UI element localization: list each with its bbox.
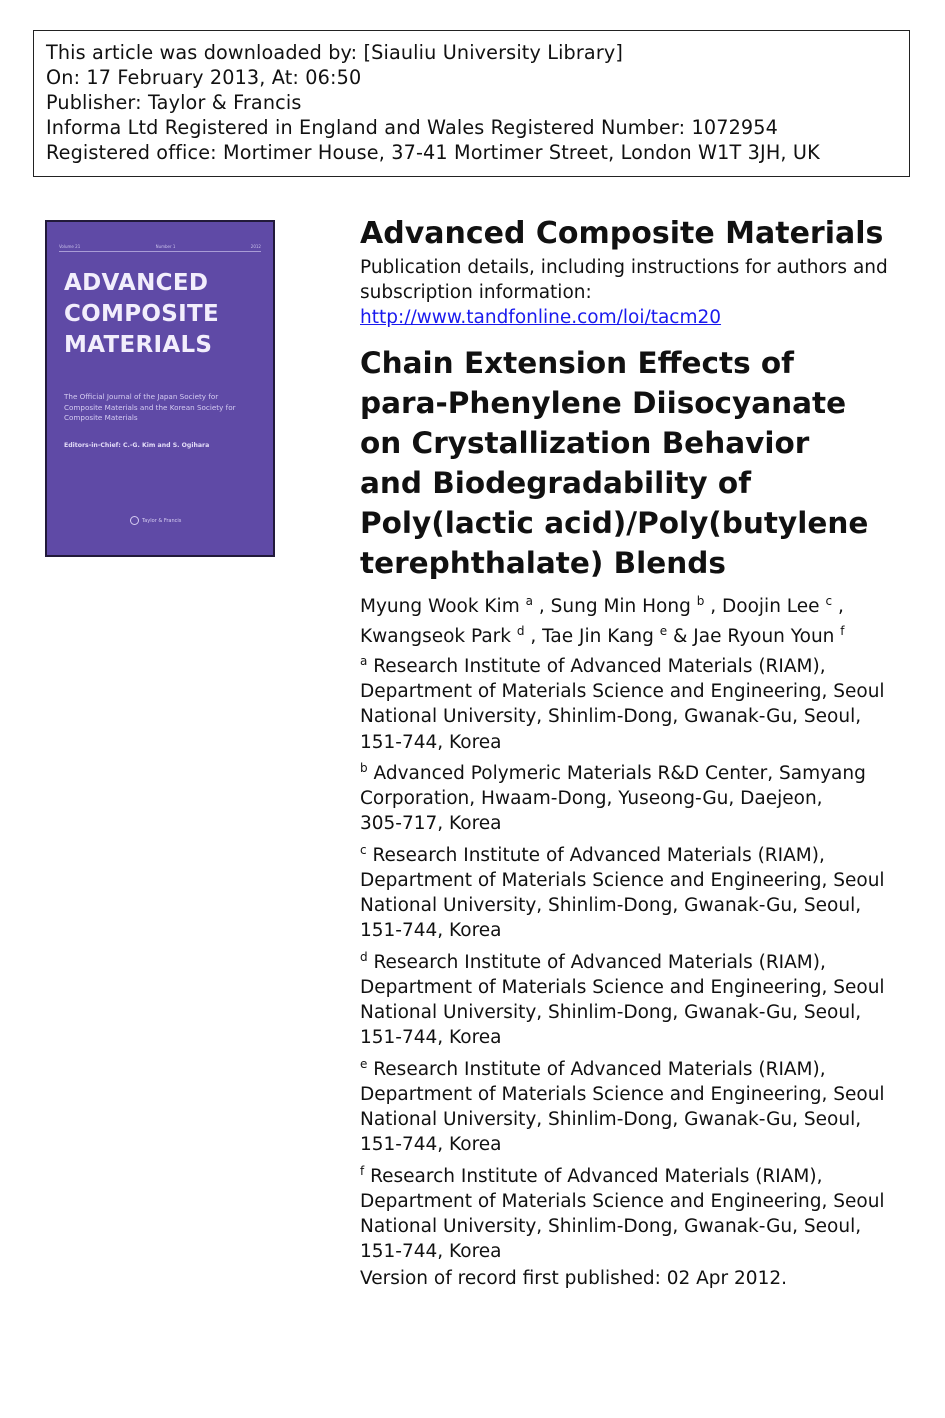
affiliation-item xyxy=(360,843,940,944)
affiliation-line: National University, Shinlim-Dong, Gwanak-Gu, Seoul, xyxy=(360,1002,862,1024)
publisher-logo-icon xyxy=(130,516,139,525)
affiliation-list xyxy=(360,654,940,1291)
author-name: Sung Min Hong xyxy=(550,596,691,617)
cover-title xyxy=(64,268,264,361)
cover-year: 2012 xyxy=(250,244,261,249)
affiliation-line: Department of Materials Science and Engineering, Seoul xyxy=(360,1084,885,1105)
article-title xyxy=(360,343,920,583)
publisher-logo xyxy=(130,516,181,525)
version-of-record: Version of record first published: 02 Apr 2012. xyxy=(360,1267,787,1289)
affiliation-item xyxy=(360,950,940,1051)
affiliation-line: 151-744, Korea xyxy=(360,731,502,753)
affiliation-line: Department of Materials Science and Engineering, Seoul xyxy=(360,681,885,703)
article-title-line: Poly(lactic acid)/Poly(butylene xyxy=(360,506,869,540)
article-title-line: and Biodegradability of xyxy=(360,466,752,500)
affiliation-mark: a xyxy=(360,654,368,668)
affiliation-line: Department of Materials Science and Engineering, Seoul xyxy=(360,870,885,891)
affiliation-line: Corporation, Hwaam-Dong, Yuseong-Gu, Daejeon, xyxy=(360,788,823,810)
affiliation-line: Department of Materials Science and Engineering, Seoul xyxy=(360,1191,885,1212)
publisher-logo-text: Taylor & Francis xyxy=(142,517,182,524)
cover-editors: Editors-in-Chief: C.-G. Kim and S. Ogihara xyxy=(64,442,210,449)
affiliation-item xyxy=(360,1164,940,1265)
journal-title: Advanced Composite Materials xyxy=(360,216,884,251)
download-notice-box xyxy=(33,30,910,177)
author-name: Kwangseok Park xyxy=(360,626,511,647)
author-affiliation-mark: e xyxy=(659,624,668,638)
author-separator: , xyxy=(530,626,543,647)
cover-title-line: COMPOSITE xyxy=(64,301,219,327)
journal-cover-image xyxy=(45,220,275,557)
affiliation-line: Advanced Polymeric Materials R&D Center, Samyang xyxy=(373,763,866,784)
cover-issue-line xyxy=(59,244,261,252)
download-notice-line: Informa Ltd Registered in England and Wales Registered Number: 1072954 xyxy=(46,116,778,139)
affiliation-item xyxy=(360,761,940,837)
article-title-line: Chain Extension Effects of xyxy=(360,346,795,380)
affiliation-line: 151-744, Korea xyxy=(360,1134,502,1156)
author-affiliation-mark: c xyxy=(825,594,833,608)
author-separator: , xyxy=(837,596,844,617)
author-line xyxy=(360,592,940,622)
cover-title-line: ADVANCED xyxy=(64,270,209,296)
affiliation-line: 151-744, Korea xyxy=(360,1241,502,1263)
author-name: Jae Ryoun Youn xyxy=(693,626,835,647)
download-notice-line: Publisher: Taylor & Francis xyxy=(46,91,302,114)
affiliation-mark: f xyxy=(360,1163,365,1178)
affiliation-line: Research Institute of Advanced Materials (RIAM), xyxy=(373,656,826,677)
author-affiliation-mark: d xyxy=(516,624,525,638)
download-notice-line: This article was downloaded by: [Siauliu University Library] xyxy=(46,41,624,64)
article-title-line: on Crystallization Behavior xyxy=(360,426,810,460)
affiliation-line: Department of Materials Science and Engineering, Seoul xyxy=(360,977,885,998)
author-separator: , xyxy=(538,596,551,617)
affiliation-mark: b xyxy=(360,761,368,775)
affiliation-line: Research Institute of Advanced Materials (RIAM), xyxy=(373,951,826,973)
author-affiliation-mark: a xyxy=(525,594,533,608)
affiliation-line: Research Institute of Advanced Materials (RIAM), xyxy=(373,1058,826,1080)
affiliation-mark: e xyxy=(360,1056,368,1071)
cover-title-line: MATERIALS xyxy=(64,332,213,358)
affiliation-mark: c xyxy=(360,842,367,857)
author-line xyxy=(360,622,940,652)
affiliation-line: Research Institute of Advanced Materials (RIAM), xyxy=(370,1165,823,1187)
cover-number: Number 1 xyxy=(155,244,176,249)
author-name: Tae Jin Kang xyxy=(542,626,654,647)
download-notice-line: Registered office: Mortimer House, 37-41 Mortimer Street, London W1T 3JH, UK xyxy=(46,141,820,164)
affiliation-line: National University, Shinlim-Dong, Gwanak-Gu, Seoul, xyxy=(360,706,862,728)
affiliation-item xyxy=(360,1057,940,1158)
author-affiliation-mark: b xyxy=(696,594,705,608)
author-affiliation-mark: f xyxy=(840,624,845,638)
affiliation-item xyxy=(360,654,940,755)
article-title-line: para-Phenylene Diisocyanate xyxy=(360,386,847,420)
author-list xyxy=(360,592,940,652)
affiliation-line: 305-717, Korea xyxy=(360,813,502,835)
affiliation-line: 151-744, Korea xyxy=(360,1027,502,1049)
affiliation-line: Research Institute of Advanced Materials (RIAM), xyxy=(372,844,825,866)
author-separator: , xyxy=(710,596,723,617)
download-notice-line: On: 17 February 2013, At: 06:50 xyxy=(46,66,362,89)
cover-volume: Volume 21 xyxy=(59,244,81,249)
affiliation-line: 151-744, Korea xyxy=(360,920,502,942)
author-name: Myung Wook Kim xyxy=(360,596,520,617)
affiliation-line: National University, Shinlim-Dong, Gwanak-Gu, Seoul, xyxy=(360,895,862,917)
affiliation-line: National University, Shinlim-Dong, Gwanak-Gu, Seoul, xyxy=(360,1216,862,1238)
author-separator: & xyxy=(672,626,694,647)
journal-link[interactable]: http://www.tandfonline.com/loi/tacm20 xyxy=(360,307,722,328)
cover-description: The Official Journal of the Japan Society for Composite Materials and the Korean Society for Composite Materials xyxy=(64,392,236,422)
affiliation-line: National University, Shinlim-Dong, Gwanak-Gu, Seoul, xyxy=(360,1109,862,1131)
affiliation-mark: d xyxy=(360,949,368,964)
publication-details: Publication details, including instructions for authors and subscription information: xyxy=(360,257,888,303)
article-title-line: terephthalate) Blends xyxy=(360,546,726,580)
author-name: Doojin Lee xyxy=(722,596,820,617)
